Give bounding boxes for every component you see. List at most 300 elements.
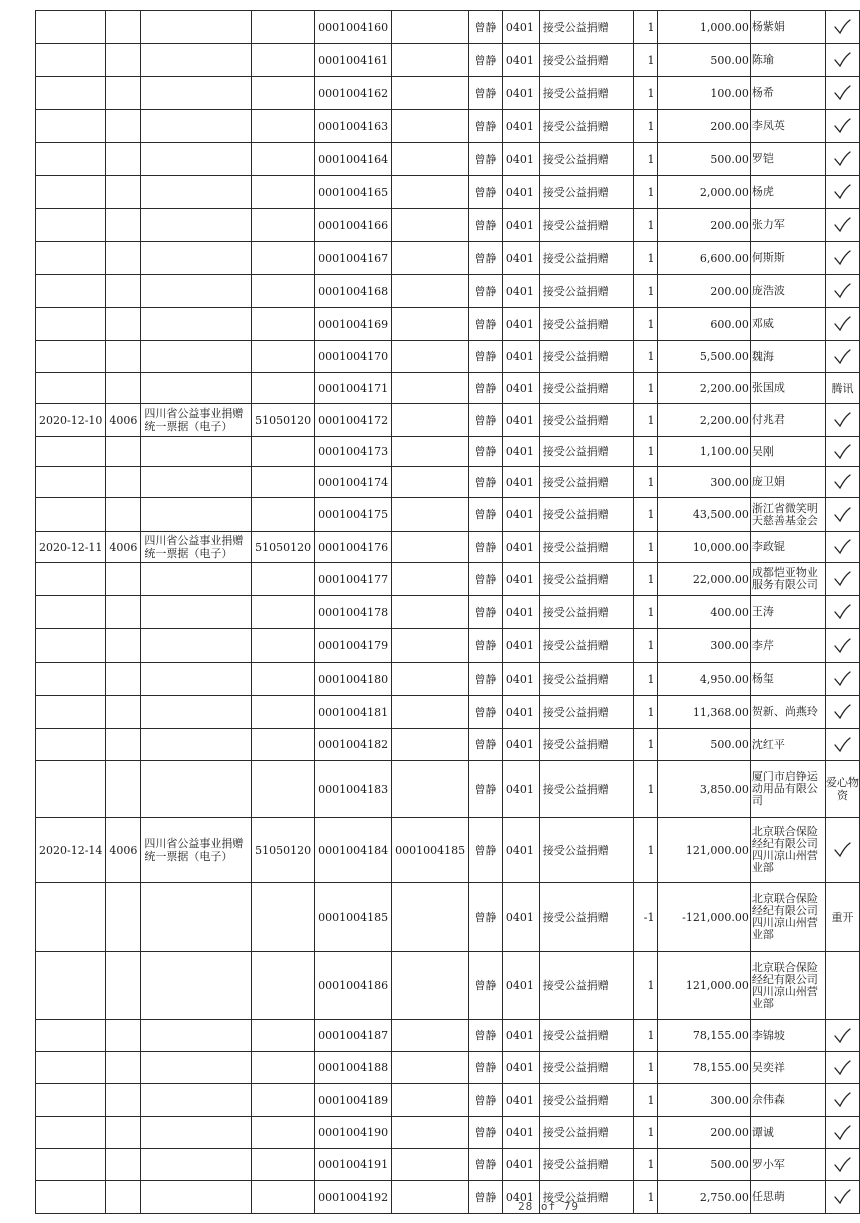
ticket2-cell <box>392 209 469 242</box>
num-cell <box>252 696 315 729</box>
review-mark-cell <box>825 110 859 143</box>
review-mark-cell <box>825 1020 859 1052</box>
acct-cell: 0401 <box>502 467 539 498</box>
acct-cell: 0401 <box>502 404 539 437</box>
summary-cell: 接受公益捐赠 <box>539 883 633 952</box>
ticket2-cell <box>392 341 469 373</box>
summary-cell: 接受公益捐赠 <box>539 563 633 596</box>
qty-cell: 1 <box>634 1117 657 1149</box>
qty-cell: 1 <box>634 1020 657 1052</box>
review-mark-cell <box>825 596 859 629</box>
date-cell <box>36 596 106 629</box>
ticket-cell: 0001004164 <box>315 143 392 176</box>
ticket2-cell <box>392 696 469 729</box>
code-cell <box>106 952 141 1020</box>
summary-cell: 接受公益捐赠 <box>539 1020 633 1052</box>
date-cell <box>36 44 106 77</box>
person-cell: 曾静 <box>469 696 503 729</box>
ticket-cell: 0001004173 <box>315 437 392 467</box>
summary-cell: 接受公益捐赠 <box>539 1052 633 1084</box>
amount-cell: 2,200.00 <box>657 373 750 404</box>
qty-cell: 1 <box>634 596 657 629</box>
check-mark-icon <box>832 411 852 429</box>
table-row <box>36 818 860 883</box>
summary-cell: 接受公益捐赠 <box>539 437 633 467</box>
ticket-cell: 0001004165 <box>315 176 392 209</box>
review-mark-cell <box>825 11 859 44</box>
ticket2-cell <box>392 883 469 952</box>
ticket-cell: 0001004186 <box>315 952 392 1020</box>
date-cell: 2020-12-11 <box>36 532 106 563</box>
type-cell <box>141 696 252 729</box>
type-cell <box>141 663 252 696</box>
ticket-cell: 0001004178 <box>315 596 392 629</box>
qty-cell: 1 <box>634 729 657 761</box>
amount-cell: 11,368.00 <box>657 696 750 729</box>
ticket-cell: 0001004192 <box>315 1181 392 1214</box>
check-mark-icon <box>832 18 852 36</box>
table-row <box>36 1149 860 1181</box>
check-mark-icon <box>832 473 852 491</box>
type-cell <box>141 629 252 663</box>
date-cell <box>36 275 106 308</box>
handwritten-note: 腾讯 <box>831 381 854 395</box>
donor-cell: 佘伟森 <box>750 1084 825 1117</box>
type-cell <box>141 952 252 1020</box>
review-mark-cell <box>825 467 859 498</box>
table-row <box>36 373 860 404</box>
ticket-cell: 0001004180 <box>315 663 392 696</box>
acct-cell: 0401 <box>502 373 539 404</box>
type-cell <box>141 308 252 341</box>
num-cell <box>252 143 315 176</box>
donor-cell: 罗铠 <box>750 143 825 176</box>
amount-cell: -121,000.00 <box>657 883 750 952</box>
summary-cell: 接受公益捐赠 <box>539 532 633 563</box>
date-cell <box>36 663 106 696</box>
ticket2-cell <box>392 242 469 275</box>
date-cell <box>36 1020 106 1052</box>
ticket-cell: 0001004185 <box>315 883 392 952</box>
review-mark-cell <box>825 1052 859 1084</box>
donor-cell: 杨玺 <box>750 663 825 696</box>
amount-cell: 2,750.00 <box>657 1181 750 1214</box>
summary-cell: 接受公益捐赠 <box>539 209 633 242</box>
person-cell: 曾静 <box>469 596 503 629</box>
ticket-cell: 0001004182 <box>315 729 392 761</box>
amount-cell: 4,950.00 <box>657 663 750 696</box>
ticket2-cell <box>392 404 469 437</box>
review-mark-cell <box>825 143 859 176</box>
ticket-cell: 0001004163 <box>315 110 392 143</box>
acct-cell: 0401 <box>502 729 539 761</box>
date-cell <box>36 629 106 663</box>
type-cell <box>141 44 252 77</box>
type-cell <box>141 77 252 110</box>
acct-cell: 0401 <box>502 143 539 176</box>
review-mark-cell <box>825 1084 859 1117</box>
date-cell <box>36 563 106 596</box>
ticket-cell: 0001004172 <box>315 404 392 437</box>
donor-cell: 浙江省微笑明天慈善基金会 <box>750 498 825 532</box>
type-cell <box>141 1181 252 1214</box>
type-cell <box>141 1117 252 1149</box>
date-cell <box>36 11 106 44</box>
ticket-cell: 0001004170 <box>315 341 392 373</box>
code-cell <box>106 596 141 629</box>
code-cell <box>106 143 141 176</box>
ticket-cell: 0001004183 <box>315 761 392 818</box>
ticket2-cell <box>392 1181 469 1214</box>
ticket-cell: 0001004189 <box>315 1084 392 1117</box>
person-cell: 曾静 <box>469 209 503 242</box>
table-row <box>36 663 860 696</box>
acct-cell: 0401 <box>502 242 539 275</box>
review-mark-cell <box>825 498 859 532</box>
acct-cell: 0401 <box>502 275 539 308</box>
qty-cell: 1 <box>634 242 657 275</box>
date-cell: 2020-12-10 <box>36 404 106 437</box>
date-cell <box>36 1084 106 1117</box>
date-cell <box>36 143 106 176</box>
person-cell: 曾静 <box>469 44 503 77</box>
qty-cell: 1 <box>634 467 657 498</box>
type-cell <box>141 11 252 44</box>
amount-cell: 121,000.00 <box>657 818 750 883</box>
code-cell: 4006 <box>106 404 141 437</box>
summary-cell: 接受公益捐赠 <box>539 77 633 110</box>
num-cell <box>252 242 315 275</box>
date-cell <box>36 1052 106 1084</box>
summary-cell: 接受公益捐赠 <box>539 596 633 629</box>
summary-cell: 接受公益捐赠 <box>539 1117 633 1149</box>
ticket2-cell <box>392 1117 469 1149</box>
summary-cell: 接受公益捐赠 <box>539 729 633 761</box>
ticket2-cell <box>392 563 469 596</box>
ticket2-cell <box>392 143 469 176</box>
acct-cell: 0401 <box>502 498 539 532</box>
num-cell: 51050120 <box>252 818 315 883</box>
acct-cell: 0401 <box>502 1020 539 1052</box>
check-mark-icon <box>832 150 852 168</box>
ticket2-cell <box>392 761 469 818</box>
acct-cell: 0401 <box>502 1117 539 1149</box>
type-cell <box>141 176 252 209</box>
qty-cell: 1 <box>634 532 657 563</box>
summary-cell: 接受公益捐赠 <box>539 110 633 143</box>
handwritten-note: 爱心物资 <box>825 776 859 802</box>
code-cell <box>106 176 141 209</box>
amount-cell: 78,155.00 <box>657 1052 750 1084</box>
code-cell <box>106 629 141 663</box>
summary-cell: 接受公益捐赠 <box>539 373 633 404</box>
amount-cell: 1,100.00 <box>657 437 750 467</box>
donor-cell: 沈红平 <box>750 729 825 761</box>
date-cell <box>36 883 106 952</box>
summary-cell: 接受公益捐赠 <box>539 242 633 275</box>
ticket2-cell <box>392 952 469 1020</box>
amount-cell: 43,500.00 <box>657 498 750 532</box>
qty-cell: 1 <box>634 818 657 883</box>
amount-cell: 200.00 <box>657 1117 750 1149</box>
table-row <box>36 77 860 110</box>
qty-cell: 1 <box>634 663 657 696</box>
code-cell: 4006 <box>106 532 141 563</box>
num-cell <box>252 761 315 818</box>
donor-cell: 厦门市启铮运动用品有限公司 <box>750 761 825 818</box>
ticket2-cell <box>392 176 469 209</box>
type-cell <box>141 437 252 467</box>
type-cell: 四川省公益事业捐赠统一票据（电子） <box>141 532 252 563</box>
ticket2-cell <box>392 437 469 467</box>
review-mark-cell <box>825 1117 859 1149</box>
person-cell: 曾静 <box>469 729 503 761</box>
person-cell: 曾静 <box>469 1052 503 1084</box>
table-row <box>36 404 860 437</box>
person-cell: 曾静 <box>469 242 503 275</box>
review-mark-cell <box>825 1181 859 1214</box>
check-mark-icon <box>832 506 852 524</box>
code-cell <box>106 761 141 818</box>
table-row <box>36 629 860 663</box>
code-cell: 4006 <box>106 818 141 883</box>
num-cell <box>252 44 315 77</box>
type-cell: 四川省公益事业捐赠统一票据（电子） <box>141 404 252 437</box>
qty-cell: -1 <box>634 883 657 952</box>
date-cell <box>36 110 106 143</box>
review-mark-cell <box>825 952 859 1020</box>
donor-cell: 张国成 <box>750 373 825 404</box>
ticket2-cell <box>392 532 469 563</box>
qty-cell: 1 <box>634 629 657 663</box>
check-mark-icon <box>832 1059 852 1077</box>
person-cell: 曾静 <box>469 176 503 209</box>
person-cell: 曾静 <box>469 818 503 883</box>
date-cell <box>36 1117 106 1149</box>
ticket2-cell <box>392 1052 469 1084</box>
amount-cell: 200.00 <box>657 209 750 242</box>
ticket2-cell <box>392 1149 469 1181</box>
person-cell: 曾静 <box>469 1181 503 1214</box>
qty-cell: 1 <box>634 498 657 532</box>
ticket-cell: 0001004169 <box>315 308 392 341</box>
type-cell <box>141 110 252 143</box>
date-cell <box>36 176 106 209</box>
num-cell <box>252 596 315 629</box>
code-cell <box>106 883 141 952</box>
check-mark-icon <box>832 84 852 102</box>
check-mark-icon <box>832 1091 852 1109</box>
page-number: 28 of 79 <box>518 1200 579 1213</box>
qty-cell: 1 <box>634 1052 657 1084</box>
check-mark-icon <box>832 1124 852 1142</box>
table-row <box>36 44 860 77</box>
person-cell: 曾静 <box>469 883 503 952</box>
amount-cell: 300.00 <box>657 1084 750 1117</box>
ticket-cell: 0001004191 <box>315 1149 392 1181</box>
donor-cell: 谭诚 <box>750 1117 825 1149</box>
review-mark-cell <box>825 761 859 818</box>
review-mark-cell <box>825 629 859 663</box>
ticket-cell: 0001004190 <box>315 1117 392 1149</box>
person-cell: 曾静 <box>469 110 503 143</box>
ticket2-cell <box>392 373 469 404</box>
review-mark-cell <box>825 696 859 729</box>
donation-ledger-table <box>35 10 860 1214</box>
acct-cell: 0401 <box>502 883 539 952</box>
code-cell <box>106 209 141 242</box>
num-cell <box>252 1149 315 1181</box>
check-mark-icon <box>832 570 852 588</box>
ticket2-cell <box>392 467 469 498</box>
donor-cell: 吴奕祥 <box>750 1052 825 1084</box>
review-mark-cell <box>825 209 859 242</box>
check-mark-icon <box>832 1156 852 1174</box>
summary-cell: 接受公益捐赠 <box>539 696 633 729</box>
amount-cell: 6,600.00 <box>657 242 750 275</box>
ticket-cell: 0001004181 <box>315 696 392 729</box>
person-cell: 曾静 <box>469 467 503 498</box>
amount-cell: 121,000.00 <box>657 952 750 1020</box>
table-row <box>36 467 860 498</box>
qty-cell: 1 <box>634 143 657 176</box>
ticket2-cell <box>392 663 469 696</box>
qty-cell: 1 <box>634 44 657 77</box>
donor-cell: 杨虎 <box>750 176 825 209</box>
table-row <box>36 341 860 373</box>
ticket2-cell <box>392 1084 469 1117</box>
table-row <box>36 110 860 143</box>
date-cell <box>36 696 106 729</box>
date-cell <box>36 209 106 242</box>
table-row <box>36 1181 860 1214</box>
type-cell <box>141 1149 252 1181</box>
person-cell: 曾静 <box>469 275 503 308</box>
table-row <box>36 883 860 952</box>
num-cell <box>252 498 315 532</box>
type-cell <box>141 596 252 629</box>
date-cell <box>36 341 106 373</box>
summary-cell: 接受公益捐赠 <box>539 11 633 44</box>
check-mark-icon <box>832 117 852 135</box>
date-cell <box>36 761 106 818</box>
donor-cell: 王涛 <box>750 596 825 629</box>
donor-cell: 杨紫娟 <box>750 11 825 44</box>
ticket-cell: 0001004162 <box>315 77 392 110</box>
num-cell <box>252 563 315 596</box>
check-mark-icon <box>832 443 852 461</box>
table-row <box>36 308 860 341</box>
check-mark-icon <box>832 348 852 366</box>
donor-cell: 任思萌 <box>750 1181 825 1214</box>
amount-cell: 2,200.00 <box>657 404 750 437</box>
acct-cell: 0401 <box>502 110 539 143</box>
type-cell <box>141 373 252 404</box>
person-cell: 曾静 <box>469 11 503 44</box>
num-cell <box>252 209 315 242</box>
acct-cell: 0401 <box>502 1181 539 1214</box>
type-cell <box>141 467 252 498</box>
table-row <box>36 532 860 563</box>
review-mark-cell <box>825 242 859 275</box>
type-cell <box>141 341 252 373</box>
review-mark-cell <box>825 532 859 563</box>
donor-cell: 李锦坡 <box>750 1020 825 1052</box>
table-row <box>36 1020 860 1052</box>
amount-cell: 200.00 <box>657 275 750 308</box>
handwritten-note: 重开 <box>831 910 854 924</box>
review-mark-cell <box>825 373 859 404</box>
acct-cell: 0401 <box>502 629 539 663</box>
qty-cell: 1 <box>634 761 657 818</box>
amount-cell: 500.00 <box>657 1149 750 1181</box>
type-cell <box>141 275 252 308</box>
person-cell: 曾静 <box>469 1020 503 1052</box>
check-mark-icon <box>832 216 852 234</box>
code-cell <box>106 275 141 308</box>
qty-cell: 1 <box>634 341 657 373</box>
summary-cell: 接受公益捐赠 <box>539 629 633 663</box>
review-mark-cell <box>825 883 859 952</box>
donor-cell: 庞浩波 <box>750 275 825 308</box>
acct-cell: 0401 <box>502 696 539 729</box>
code-cell <box>106 1117 141 1149</box>
check-mark-icon <box>832 51 852 69</box>
amount-cell: 300.00 <box>657 629 750 663</box>
ticket2-cell <box>392 275 469 308</box>
qty-cell: 1 <box>634 176 657 209</box>
summary-cell: 接受公益捐赠 <box>539 176 633 209</box>
person-cell: 曾静 <box>469 437 503 467</box>
check-mark-icon <box>832 282 852 300</box>
type-cell <box>141 498 252 532</box>
donor-cell: 庞卫娟 <box>750 467 825 498</box>
code-cell <box>106 1052 141 1084</box>
code-cell <box>106 308 141 341</box>
check-mark-icon <box>832 538 852 556</box>
ticket2-cell <box>392 11 469 44</box>
type-cell <box>141 242 252 275</box>
review-mark-cell <box>825 77 859 110</box>
summary-cell: 接受公益捐赠 <box>539 1084 633 1117</box>
acct-cell: 0401 <box>502 663 539 696</box>
qty-cell: 1 <box>634 404 657 437</box>
qty-cell: 1 <box>634 308 657 341</box>
amount-cell: 100.00 <box>657 77 750 110</box>
ticket2-cell <box>392 308 469 341</box>
review-mark-cell <box>825 44 859 77</box>
ticket2-cell <box>392 596 469 629</box>
acct-cell: 0401 <box>502 1084 539 1117</box>
num-cell <box>252 77 315 110</box>
amount-cell: 200.00 <box>657 110 750 143</box>
acct-cell: 0401 <box>502 596 539 629</box>
num-cell <box>252 110 315 143</box>
num-cell <box>252 1052 315 1084</box>
amount-cell: 400.00 <box>657 596 750 629</box>
ticket-cell: 0001004188 <box>315 1052 392 1084</box>
date-cell <box>36 77 106 110</box>
acct-cell: 0401 <box>502 818 539 883</box>
date-cell <box>36 1181 106 1214</box>
ticket-cell: 0001004171 <box>315 373 392 404</box>
num-cell: 51050120 <box>252 532 315 563</box>
ticket2-cell <box>392 1020 469 1052</box>
amount-cell: 1,000.00 <box>657 11 750 44</box>
check-mark-icon <box>832 603 852 621</box>
person-cell: 曾静 <box>469 1117 503 1149</box>
num-cell <box>252 1181 315 1214</box>
